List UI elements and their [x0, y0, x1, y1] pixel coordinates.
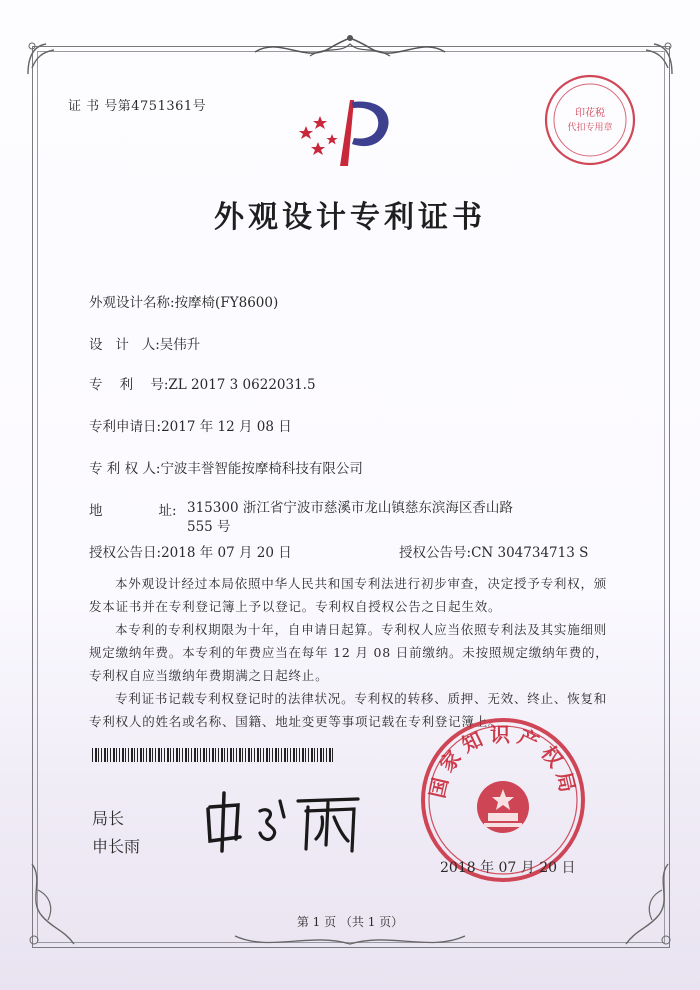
paragraph-text: 专利证书记载专利权登记时的法律状况。专利权的转移、质押、无效、终止、恢复和专利权人的姓名或名称、国籍、地址变更等事项记载在专利登记簿上。 — [89, 691, 608, 729]
patentee-label: 专 利 权 人: — [89, 461, 161, 477]
tax-stamp-icon — [540, 70, 640, 170]
grant-date-label: 授权公告日: — [89, 545, 162, 561]
patentee-row — [89, 457, 363, 477]
barcode — [92, 748, 334, 762]
top-ornament-icon — [250, 34, 450, 64]
patentee-value: 宁波丰誉智能按摩椅科技有限公司 — [160, 461, 363, 477]
filing-date-row — [89, 415, 292, 435]
design-name-label: 外观设计名称: — [89, 295, 175, 311]
address-label-part-2: 址: — [158, 503, 177, 519]
designer-value: 吴伟升 — [159, 337, 201, 353]
design-name-value: 按摩椅(FY8600) — [174, 295, 279, 311]
corner-ornament-bottom-left-icon — [24, 860, 84, 950]
filing-date-label: 专利申请日: — [89, 419, 162, 435]
patent-number-row — [89, 373, 316, 393]
patent-number-label: 专 利 号: — [89, 377, 169, 393]
corner-ornament-top-left-icon — [24, 38, 64, 78]
director-signature-icon — [198, 787, 368, 857]
certificate-title: 外观设计专利证书 — [214, 200, 486, 235]
svg-text:代扣专用章: 代扣专用章 — [567, 123, 613, 133]
svg-text:印花税: 印花税 — [575, 108, 605, 119]
grant-number-label: 授权公告号: — [399, 545, 472, 561]
design-name-row — [89, 291, 278, 311]
grant-date-row — [89, 541, 292, 561]
seal-date: 2018 年 07 月 20 日 — [440, 860, 576, 876]
address-label-part-1: 地 — [89, 503, 103, 519]
grant-number-row — [399, 541, 588, 561]
patent-number-value: ZL 2017 3 0622031.5 — [168, 377, 316, 393]
corner-ornament-top-right-icon — [636, 38, 676, 78]
grant-number-value: CN 304734713 S — [471, 545, 589, 561]
cnipa-logo-icon — [296, 96, 396, 174]
paragraph-text: 本专利的专利权期限为十年，自申请日起算。专利权人应当依照专利法及其实施细则规定缴纳年费。本专利的年费应当在每年 12 月 08 日前缴纳。未按照规定缴纳年费的，专利权自应当缴纳年费期满之日起终止。 — [89, 622, 609, 683]
designer-row — [89, 333, 200, 353]
certificate-number: 证 书 号第4751361号 — [68, 99, 207, 114]
paragraph-term — [89, 618, 609, 687]
paragraph-text: 本外观设计经过本局依照中华人民共和国专利法进行初步审查，决定授予专利权，颁发本证书并在专利登记簿上予以登记。专利权自授权公告之日起生效。 — [89, 576, 608, 614]
address-label-row — [89, 499, 177, 519]
seal-text: 国家知识产权局 — [425, 722, 581, 801]
grant-date-value: 2018 年 07 月 20 日 — [161, 545, 292, 561]
filing-date-value: 2017 年 12 月 08 日 — [161, 419, 292, 435]
corner-ornament-bottom-right-icon — [616, 860, 676, 950]
director-title: 局长 — [92, 809, 125, 828]
director-name: 申长雨 — [92, 837, 141, 856]
address-value: 315300 浙江省宁波市慈溪市龙山镇慈东滨海区香山路 555 号 — [187, 500, 513, 535]
paragraph-grant — [89, 572, 609, 618]
page-number: 第 1 页 （共 1 页） — [296, 915, 404, 929]
designer-label: 设 计 人: — [89, 337, 160, 353]
bottom-ornament-icon — [230, 930, 470, 954]
